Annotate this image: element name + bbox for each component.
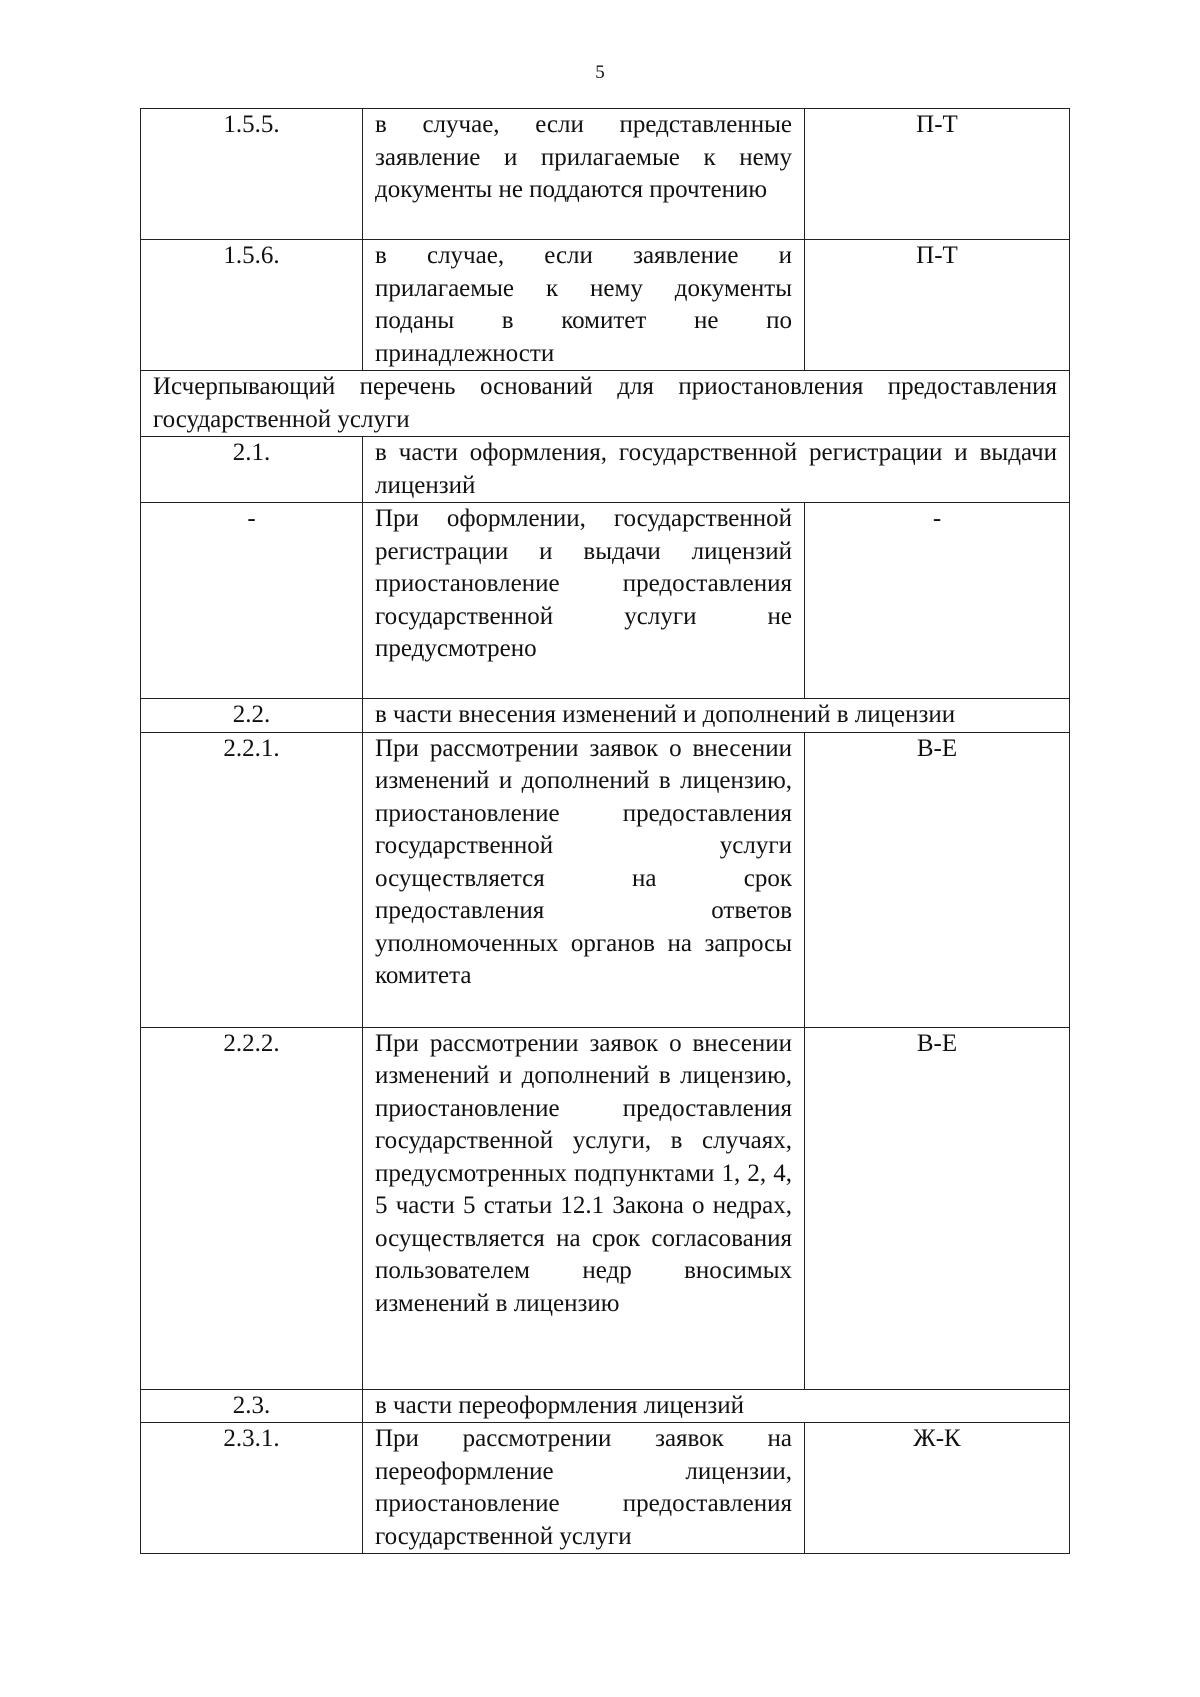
- page-number: 5: [595, 62, 605, 83]
- row-number: 1.5.5.: [141, 109, 363, 240]
- row-text: в случае, если заявление и прилагаемые к нему документы поданы в комитет не по принадлежности: [363, 240, 805, 371]
- table-row-section: [141, 1389, 1070, 1423]
- row-text: в случае, если представленные заявление и прилагаемые к нему документы не поддаются прочтению: [363, 109, 805, 240]
- table-row: [141, 1423, 1070, 1554]
- row-text: При оформлении, государственной регистрации и выдачи лицензий приостановление предоставления государственной услуги не предусмотрено: [363, 503, 805, 699]
- row-number: 2.2.1.: [141, 732, 363, 1027]
- row-text: При рассмотрении заявок о внесении изменений и дополнений в лицензию, приостановление предоставления государственной услуги осуществляется на срок предоставления ответов уполномоченных органов на запросы комитета: [363, 732, 805, 1027]
- row-code: В-Е: [805, 1027, 1070, 1389]
- table-row-heading: [141, 371, 1070, 437]
- row-number: 2.2.2.: [141, 1027, 363, 1389]
- section-number: 2.3.: [141, 1389, 363, 1423]
- table-row-section: [141, 437, 1070, 503]
- row-number: 2.3.1.: [141, 1423, 363, 1554]
- row-code: В-Е: [805, 732, 1070, 1027]
- table-row: [141, 732, 1070, 1027]
- section-number: 2.1.: [141, 437, 363, 503]
- row-code: -: [805, 503, 1070, 699]
- table-row: [141, 503, 1070, 699]
- row-code: П-Т: [805, 109, 1070, 240]
- section-number: 2.2.: [141, 699, 363, 733]
- row-code: П-Т: [805, 240, 1070, 371]
- row-text: При рассмотрении заявок о внесении изменений и дополнений в лицензию, приостановление предоставления государственной услуги, в случаях, предусмотренных подпунктами 1, 2, 4, 5 части 5 статьи 12.1 Закона о недрах, осуществляется на срок согласования пользователем недр вносимых изменений в лицензию: [363, 1027, 805, 1389]
- document-table: [140, 108, 1070, 1554]
- section-text: в части внесения изменений и дополнений в лицензии: [363, 699, 1070, 733]
- table-row-section: [141, 699, 1070, 733]
- row-text: При рассмотрении заявок на переоформление лицензии, приостановление предоставления государственной услуги: [363, 1423, 805, 1554]
- table-row: [141, 1027, 1070, 1389]
- row-number: 1.5.6.: [141, 240, 363, 371]
- section-text: в части оформления, государственной регистрации и выдачи лицензий: [363, 437, 1070, 503]
- section-text: в части переоформления лицензий: [363, 1389, 1070, 1423]
- section-heading: Исчерпывающий перечень оснований для приостановления предоставления государственной услуги: [141, 371, 1070, 437]
- row-number: -: [141, 503, 363, 699]
- table-row: [141, 240, 1070, 371]
- row-code: Ж-К: [805, 1423, 1070, 1554]
- table-row: [141, 109, 1070, 240]
